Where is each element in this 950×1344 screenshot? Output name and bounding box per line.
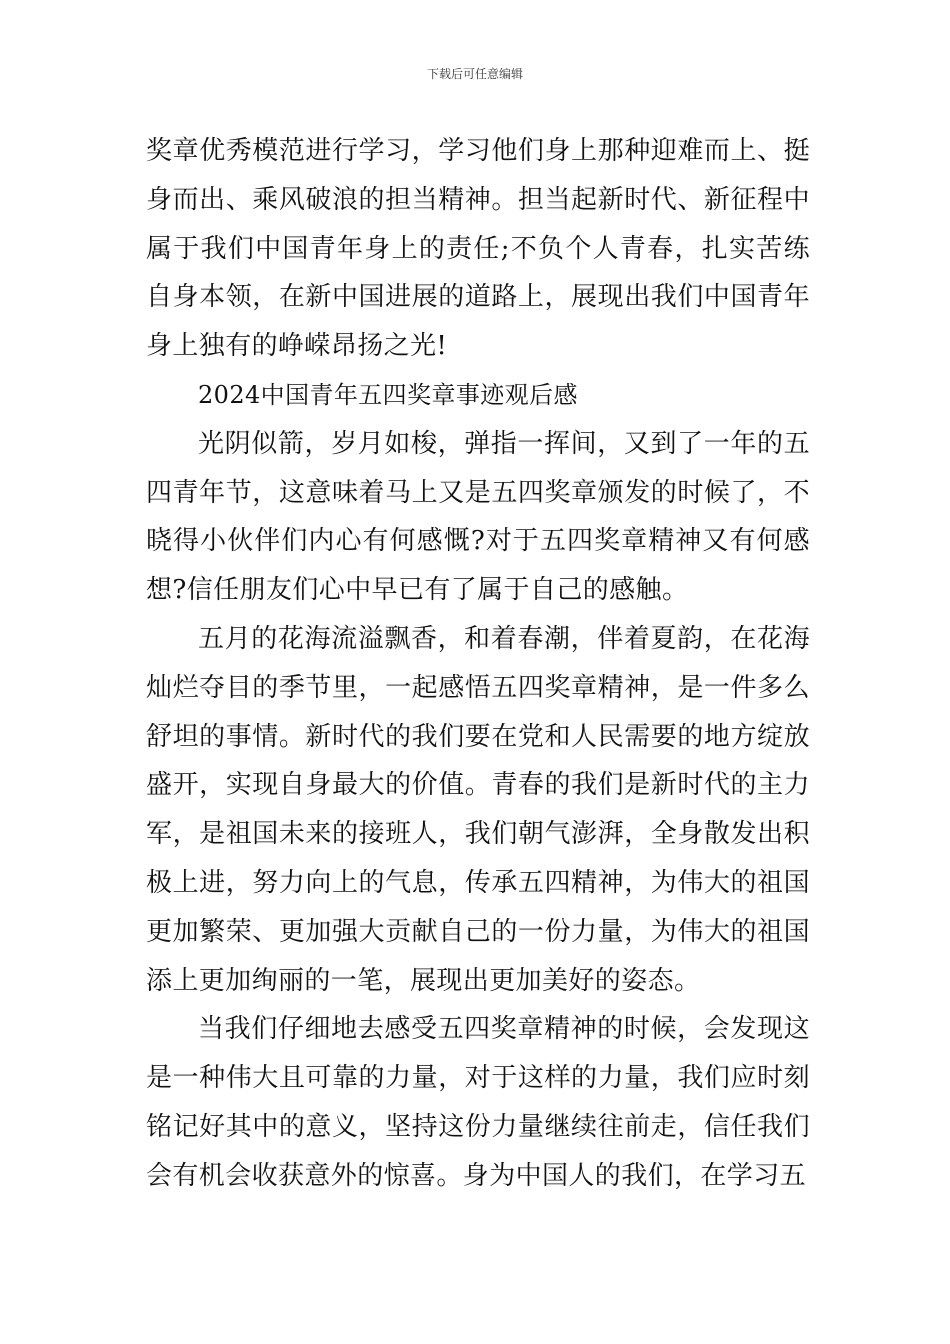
section-heading: 2024中国青年五四奖章事迹观后感	[198, 380, 578, 409]
paragraph: 当我们仔细地去感受五四奖章精神的时候，会发现这是一种伟大且可靠的力量，对于这样的力量，我们应时刻铭记好其中的意义，坚持这份力量继续往前走，信任我们会有机会收获意外的惊喜。身为中国人的我们，在学习五	[146, 1014, 810, 1191]
header-note: 下载后可任意编辑	[426, 67, 523, 81]
paragraph-continuation: 奖章优秀模范进行学习，学习他们身上那种迎难而上、挺身而出、乘风破浪的担当精神。担当起新时代、新征程中属于我们中国青年身上的责任;不负个人青春，扎实苦练自身本领，在新中国进展的道路上，展现出我们中国青年身上独有的峥嵘昂扬之光!	[146, 136, 810, 362]
document-body	[146, 127, 810, 1201]
paragraph: 光阴似箭，岁月如梭，弹指一挥间，又到了一年的五四青年节，这意味着马上又是五四奖章颁发的时候了，不晓得小伙伴们内心有何感慨?对于五四奖章精神又有何感想?信任朋友们心中早已有了属于自己的感触。	[146, 428, 810, 606]
paragraph: 五月的花海流溢飘香，和着春潮，伴着夏韵，在花海灿烂夺目的季节里，一起感悟五四奖章精神，是一件多么舒坦的事情。新时代的我们要在党和人民需要的地方绽放盛开，实现自身最大的价值。青春的我们是新时代的主力军，是祖国未来的接班人，我们朝气澎湃，全身散发出积极上进，努力向上的气息，传承五四精神，为伟大的祖国更加繁荣、更加强大贡献自己的一份力量，为伟大的祖国添上更加绚丽的一笔，展现出更加美好的姿态。	[146, 623, 810, 996]
